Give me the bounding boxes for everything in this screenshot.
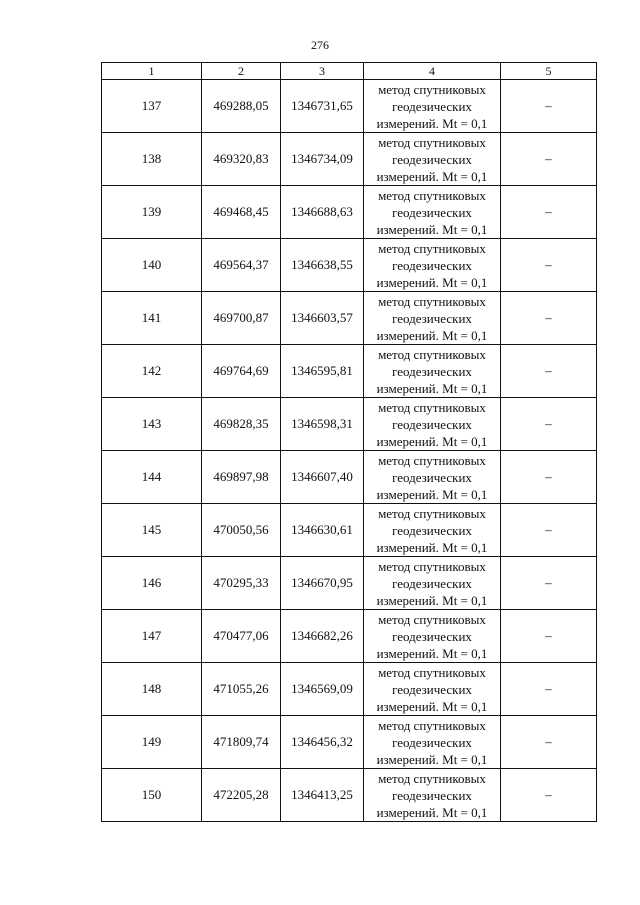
column-header-5: 5 bbox=[501, 63, 597, 80]
column-header-3: 3 bbox=[281, 63, 364, 80]
method-text-line: геодезических bbox=[392, 151, 472, 167]
coordinate-y-cell: 1346670,95 bbox=[281, 557, 364, 610]
method-text-line: метод спутниковых bbox=[378, 717, 486, 733]
method-text-line: измерений. Mt = 0,1 bbox=[376, 539, 488, 555]
coordinate-x-cell: 469897,98 bbox=[202, 451, 281, 504]
note-cell: – bbox=[501, 80, 597, 133]
coordinate-x-cell: 469320,83 bbox=[202, 133, 281, 186]
coordinate-y-cell: 1346731,65 bbox=[281, 80, 364, 133]
coordinate-x-cell: 469700,87 bbox=[202, 292, 281, 345]
method-text-line: геодезических bbox=[392, 98, 472, 114]
column-header-2: 2 bbox=[202, 63, 281, 80]
table-row bbox=[102, 292, 597, 345]
method-cell bbox=[364, 663, 501, 716]
method-cell bbox=[364, 239, 501, 292]
method-text-line: измерений. Mt = 0,1 bbox=[376, 327, 488, 343]
method-text-line: измерений. Mt = 0,1 bbox=[376, 804, 488, 820]
point-number-cell: 137 bbox=[102, 80, 202, 133]
method-cell bbox=[364, 186, 501, 239]
method-cell bbox=[364, 769, 501, 822]
table-header-row bbox=[102, 63, 597, 80]
coordinate-x-cell: 471055,26 bbox=[202, 663, 281, 716]
method-text-line: геодезических bbox=[392, 575, 472, 591]
method-text-line: измерений. Mt = 0,1 bbox=[376, 486, 488, 502]
method-text-line: измерений. Mt = 0,1 bbox=[376, 380, 488, 396]
method-text-line: геодезических bbox=[392, 310, 472, 326]
table-row bbox=[102, 239, 597, 292]
method-cell bbox=[364, 80, 501, 133]
coordinate-x-cell: 469468,45 bbox=[202, 186, 281, 239]
coordinates-table bbox=[101, 62, 597, 822]
method-text-line: метод спутниковых bbox=[378, 134, 486, 150]
coordinate-y-cell: 1346688,63 bbox=[281, 186, 364, 239]
method-text-line: геодезических bbox=[392, 204, 472, 220]
method-text-line: метод спутниковых bbox=[378, 293, 486, 309]
note-cell: – bbox=[501, 504, 597, 557]
coordinate-y-cell: 1346682,26 bbox=[281, 610, 364, 663]
method-text-line: измерений. Mt = 0,1 bbox=[376, 433, 488, 449]
method-text-line: метод спутниковых bbox=[378, 346, 486, 362]
method-text-line: геодезических bbox=[392, 734, 472, 750]
method-text-line: измерений. Mt = 0,1 bbox=[376, 592, 488, 608]
table-row bbox=[102, 451, 597, 504]
table-row bbox=[102, 663, 597, 716]
table-row bbox=[102, 133, 597, 186]
coordinate-y-cell: 1346607,40 bbox=[281, 451, 364, 504]
method-text-line: геодезических bbox=[392, 416, 472, 432]
method-cell bbox=[364, 345, 501, 398]
method-text-line: метод спутниковых bbox=[378, 664, 486, 680]
point-number-cell: 141 bbox=[102, 292, 202, 345]
coordinate-x-cell: 469828,35 bbox=[202, 398, 281, 451]
method-cell bbox=[364, 557, 501, 610]
point-number-cell: 150 bbox=[102, 769, 202, 822]
coordinate-x-cell: 470050,56 bbox=[202, 504, 281, 557]
method-cell bbox=[364, 292, 501, 345]
point-number-cell: 145 bbox=[102, 504, 202, 557]
note-cell: – bbox=[501, 133, 597, 186]
method-text-line: измерений. Mt = 0,1 bbox=[376, 221, 488, 237]
table-row bbox=[102, 610, 597, 663]
note-cell: – bbox=[501, 186, 597, 239]
coordinate-x-cell: 469764,69 bbox=[202, 345, 281, 398]
column-header-4: 4 bbox=[364, 63, 501, 80]
method-text-line: измерений. Mt = 0,1 bbox=[376, 645, 488, 661]
coordinate-y-cell: 1346413,25 bbox=[281, 769, 364, 822]
coordinate-x-cell: 470295,33 bbox=[202, 557, 281, 610]
note-cell: – bbox=[501, 292, 597, 345]
note-cell: – bbox=[501, 769, 597, 822]
method-text-line: геодезических bbox=[392, 363, 472, 379]
method-text-line: метод спутниковых bbox=[378, 770, 486, 786]
method-cell bbox=[364, 610, 501, 663]
point-number-cell: 139 bbox=[102, 186, 202, 239]
note-cell: – bbox=[501, 716, 597, 769]
note-cell: – bbox=[501, 345, 597, 398]
coordinate-y-cell: 1346598,31 bbox=[281, 398, 364, 451]
table-row bbox=[102, 769, 597, 822]
method-text-line: геодезических bbox=[392, 681, 472, 697]
method-text-line: метод спутниковых bbox=[378, 505, 486, 521]
coordinate-x-cell: 472205,28 bbox=[202, 769, 281, 822]
method-text-line: геодезических bbox=[392, 522, 472, 538]
coordinate-x-cell: 470477,06 bbox=[202, 610, 281, 663]
table-row bbox=[102, 186, 597, 239]
method-text-line: измерений. Mt = 0,1 bbox=[376, 115, 488, 131]
coordinate-y-cell: 1346595,81 bbox=[281, 345, 364, 398]
method-text-line: геодезических bbox=[392, 628, 472, 644]
method-cell bbox=[364, 716, 501, 769]
note-cell: – bbox=[501, 557, 597, 610]
table-row bbox=[102, 398, 597, 451]
point-number-cell: 148 bbox=[102, 663, 202, 716]
method-text-line: геодезических bbox=[392, 257, 472, 273]
method-text-line: измерений. Mt = 0,1 bbox=[376, 751, 488, 767]
note-cell: – bbox=[501, 451, 597, 504]
table-row bbox=[102, 716, 597, 769]
table-row bbox=[102, 345, 597, 398]
point-number-cell: 147 bbox=[102, 610, 202, 663]
method-text-line: геодезических bbox=[392, 469, 472, 485]
method-text-line: метод спутниковых bbox=[378, 558, 486, 574]
coordinate-y-cell: 1346569,09 bbox=[281, 663, 364, 716]
method-cell bbox=[364, 133, 501, 186]
method-text-line: метод спутниковых bbox=[378, 611, 486, 627]
table-row bbox=[102, 504, 597, 557]
method-text-line: геодезических bbox=[392, 787, 472, 803]
coordinate-y-cell: 1346734,09 bbox=[281, 133, 364, 186]
note-cell: – bbox=[501, 610, 597, 663]
coordinate-y-cell: 1346456,32 bbox=[281, 716, 364, 769]
coordinate-y-cell: 1346638,55 bbox=[281, 239, 364, 292]
method-cell bbox=[364, 451, 501, 504]
page-number: 276 bbox=[311, 38, 329, 52]
note-cell: – bbox=[501, 663, 597, 716]
coordinate-x-cell: 469564,37 bbox=[202, 239, 281, 292]
coordinate-y-cell: 1346603,57 bbox=[281, 292, 364, 345]
coordinate-y-cell: 1346630,61 bbox=[281, 504, 364, 557]
column-header-1: 1 bbox=[102, 63, 202, 80]
note-cell: – bbox=[501, 239, 597, 292]
method-text-line: метод спутниковых bbox=[378, 81, 486, 97]
point-number-cell: 149 bbox=[102, 716, 202, 769]
coordinate-x-cell: 469288,05 bbox=[202, 80, 281, 133]
method-cell bbox=[364, 398, 501, 451]
method-text-line: измерений. Mt = 0,1 bbox=[376, 168, 488, 184]
point-number-cell: 144 bbox=[102, 451, 202, 504]
point-number-cell: 146 bbox=[102, 557, 202, 610]
point-number-cell: 142 bbox=[102, 345, 202, 398]
table-body bbox=[102, 80, 597, 822]
table-row bbox=[102, 80, 597, 133]
point-number-cell: 140 bbox=[102, 239, 202, 292]
method-text-line: метод спутниковых bbox=[378, 399, 486, 415]
coordinate-x-cell: 471809,74 bbox=[202, 716, 281, 769]
method-text-line: измерений. Mt = 0,1 bbox=[376, 274, 488, 290]
point-number-cell: 138 bbox=[102, 133, 202, 186]
method-cell bbox=[364, 504, 501, 557]
method-text-line: метод спутниковых bbox=[378, 452, 486, 468]
method-text-line: метод спутниковых bbox=[378, 187, 486, 203]
method-text-line: метод спутниковых bbox=[378, 240, 486, 256]
table-row bbox=[102, 557, 597, 610]
point-number-cell: 143 bbox=[102, 398, 202, 451]
note-cell: – bbox=[501, 398, 597, 451]
method-text-line: измерений. Mt = 0,1 bbox=[376, 698, 488, 714]
